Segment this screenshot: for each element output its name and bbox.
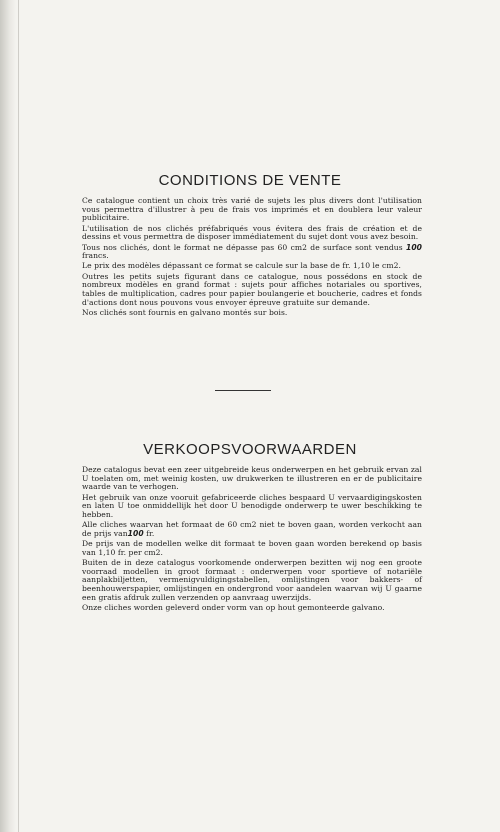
dutch-paragraph-intro: Deze catalogus bevat een zeer uitgebreide keus onderwerpen en het gebruik ervan zal U toelaten om, met weinig kosten, uw drukwerken te illustreren en er de publicitaire waarde van te verhogen. [82, 465, 422, 492]
dutch-price-unit: fr. [146, 528, 155, 538]
dutch-paragraph-stock: Buiten de in deze catalogus voorkomende onderwerpen bezitten wij nog een groote voorraad modellen in groot formaat : onderwerpen voor sportieve of notariële aanplakbiljetten, vermenigvuldigingstabellen, omlijstingen voor bakkers- of beenhouwerspapier, omlijstingen en ondergrond voor aandelen waarvan wij U gaarne een gratis afdruk zullen verzenden op aanvraag uwerzijds. [82, 558, 422, 602]
binding-line [18, 0, 19, 832]
dutch-paragraph-delivery: Onze cliches worden geleverd onder vorm van op hout gemonteerde galvano. [82, 603, 385, 613]
french-paragraph-intro: Ce catalogue contient un choix très varié de sujets les plus divers dont l'utilisation vous permettra d'illustrer à peu de frais vos imprimés et en doublera leur valeur publicitaire. [82, 196, 422, 223]
dutch-price-handwritten: 100 [127, 528, 144, 538]
section-divider [215, 390, 271, 391]
dutch-heading: VERKOOPSVOORWAARDEN [143, 441, 357, 458]
french-price-handwritten: 100 [406, 242, 423, 252]
french-paragraph-prefab: L'utilisation de nos clichés préfabriqués vous évitera des frais de création et de dessins et vous permettra de disposer immédiatement du sujet dont vous avez besoin. [82, 223, 422, 242]
french-conditions-text [82, 197, 422, 319]
dutch-paragraph-prefab: Het gebruik van onze vooruit gefabriceerde cliches bespaard U vervaardigingskosten en laten U toe onmiddellijk het door U benodigde onderwerp te uwer beschikking te hebben. [82, 492, 422, 520]
french-price-unit: francs. [82, 251, 109, 261]
dutch-paragraph-large-format-price: De prijs van de modellen welke dit formaat te boven gaan worden berekend op basis van 1,10 fr. per cm2. [82, 539, 422, 557]
french-paragraph-large-format-price: Le prix des modèles dépassant ce format se calcule sur la base de fr. 1,10 le cm2. [82, 261, 401, 271]
dutch-price-text: Alle cliches waarvan het formaat de 60 cm2 niet te boven gaan, worden verkocht aan de prijs van [82, 520, 422, 538]
french-heading: CONDITIONS DE VENTE [158, 172, 342, 189]
french-paragraph-delivery: Nos clichés sont fournis en galvano montés sur bois. [82, 307, 288, 317]
dutch-paragraph-price [82, 521, 422, 538]
french-paragraph-price [82, 244, 422, 261]
dutch-conditions-text [82, 466, 422, 614]
scanned-page-edge [0, 0, 16, 832]
french-paragraph-stock: Outres les petits sujets figurant dans ce catalogue, nous possédons en stock de nombreux modèles en grand format : sujets pour affiches notariales ou sportives, tables de multiplication, cadres pour papier boulangerie et boucherie, cadres et fonds d'actions dont nous pouvons vous envoyer épreuve gratuite sur demande. [82, 271, 422, 307]
french-price-text: Tous nos clichés, dont le format ne dépasse pas 60 cm2 de surface sont vendus [82, 242, 403, 252]
